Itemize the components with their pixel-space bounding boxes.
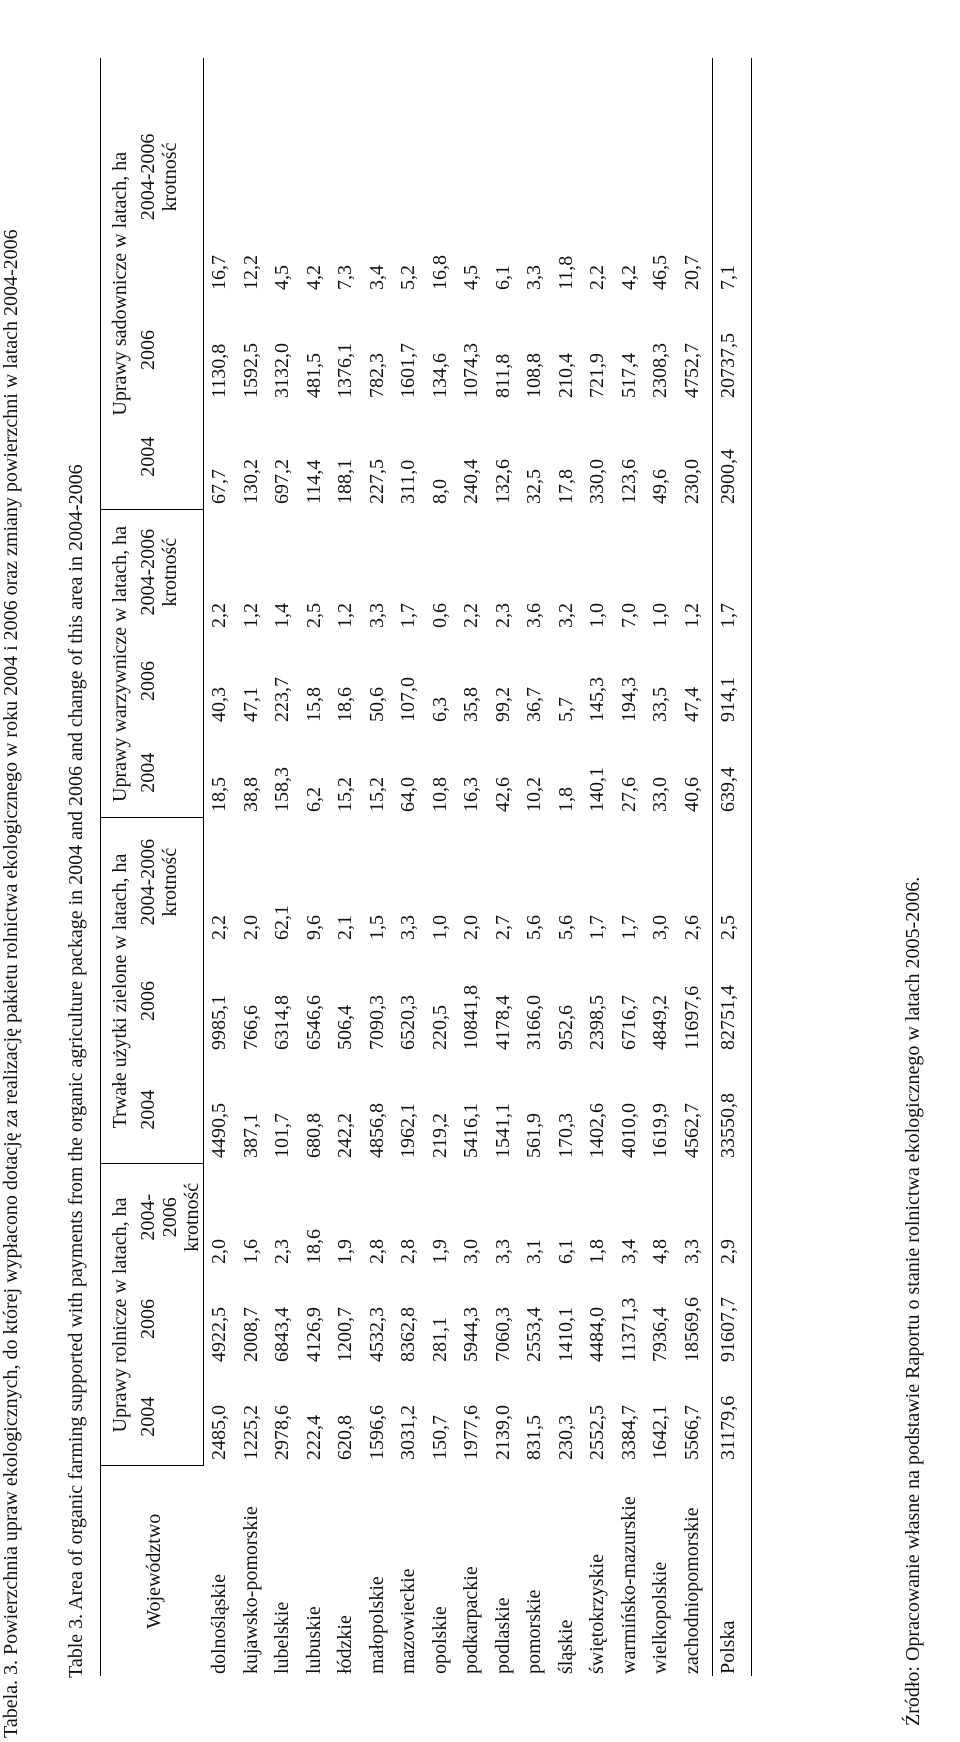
table-cell: 32,5	[523, 468, 545, 504]
table-cell: 17,8	[554, 468, 577, 504]
table-cell: 3132,0	[271, 342, 293, 398]
table-cell: 1,2	[239, 602, 262, 628]
table-cell: 620,8	[334, 1415, 356, 1460]
table-cell: 2,2	[586, 264, 608, 290]
table-cell: 6,3	[428, 696, 451, 722]
table-cell: 4,2	[302, 264, 325, 290]
table-cell: 42,6	[491, 776, 514, 812]
table-cell: 1,7	[713, 510, 752, 634]
table-cell: 6843,4	[271, 1307, 293, 1362]
table-cell: 15,2	[365, 776, 388, 812]
table-cell: 914,1	[713, 634, 752, 728]
table-cell: 194,3	[617, 676, 640, 722]
table-cell: 5,7	[554, 696, 577, 722]
table-cell: 49,6	[649, 468, 671, 504]
table-cell: 170,3	[554, 1112, 577, 1158]
table-cell: 1130,8	[208, 343, 230, 398]
table-cell: 2398,5	[586, 994, 608, 1050]
subheader-change-ratio: 2004-2006 krotność	[131, 818, 204, 946]
table-cell: 2,2	[208, 914, 230, 940]
table-cell: 4562,7	[680, 1102, 703, 1158]
region-name: Polska	[713, 1466, 752, 1676]
table-cell: 387,1	[239, 1112, 262, 1158]
table-cell: 47,4	[680, 686, 703, 722]
table-cell: 2,2	[208, 602, 230, 628]
region-name: zachodniopomorskie	[680, 1507, 703, 1674]
subheader-year-2006: 2006	[131, 946, 204, 1056]
table-cell: 1402,6	[586, 1102, 608, 1158]
table-cell: 811,8	[491, 353, 514, 398]
region-name: świętokrzyskie	[586, 1554, 608, 1674]
header-uprawy-warzywnicze: Uprawy warzywnicze w latach, ha	[101, 510, 132, 818]
table-cell: 6314,8	[271, 994, 293, 1050]
table-cell: 2978,6	[271, 1405, 293, 1460]
subheader-year-2004: 2004	[131, 728, 204, 818]
table-row	[586, 58, 618, 1676]
table-cell: 0,6	[428, 602, 451, 628]
table-cell: 242,2	[334, 1112, 356, 1158]
table-cell: 1,0	[586, 602, 608, 628]
table-cell: 3,3	[680, 1239, 703, 1264]
table-row	[681, 58, 713, 1676]
region-name: podlaskie	[491, 1597, 514, 1674]
table-cell: 188,1	[334, 458, 356, 504]
table-cell: 1642,1	[649, 1405, 671, 1460]
table-row	[240, 58, 272, 1676]
table-cell: 9985,1	[208, 994, 230, 1050]
table-cell: 5,6	[554, 914, 577, 940]
table-cell: 1074,3	[460, 342, 482, 398]
table-cell: 4,5	[271, 264, 293, 290]
table-cell: 50,6	[365, 686, 388, 722]
table-cell: 33550,8	[713, 1056, 752, 1164]
table-row	[303, 58, 335, 1676]
subheader-year-2006: 2006	[131, 296, 204, 404]
table-cell: 3,2	[554, 602, 577, 628]
table-caption-english: Table 3. Area of organic farming supported with payments from the organic agriculture package in 2004 and 2006 and change of this area in 2004-2006	[65, 464, 87, 1678]
table-cell: 1,4	[271, 602, 293, 628]
region-name: mazowieckie	[397, 1568, 419, 1674]
table-row	[334, 58, 366, 1676]
table-cell: 330,0	[586, 458, 608, 504]
region-name: lubuskie	[302, 1606, 325, 1674]
table-cell: 8362,8	[397, 1307, 419, 1362]
table-cell: 7,1	[713, 58, 752, 296]
subheader-change-ratio: 2004- 2006 krotność	[131, 1164, 204, 1270]
table-cell: 2,1	[334, 914, 356, 940]
table-cell: 33,0	[649, 776, 671, 812]
table-cell: 766,6	[239, 1004, 262, 1050]
table-caption-polish: Tabela. 3. Powierzchnia upraw ekologicznych, do której wypłacono dotację za realizację pakietu rolnictwa ekologicznego w roku 2004 i 2006 oraz zmiany powierzchni w latach 2004-2006	[0, 229, 22, 1738]
table-cell: 108,8	[523, 352, 545, 398]
table-cell: 2552,5	[586, 1405, 608, 1460]
table-cell: 10,2	[523, 776, 545, 812]
table-cell: 3,1	[523, 1239, 545, 1264]
table-cell: 31179,6	[713, 1368, 752, 1466]
table-cell: 3,3	[523, 264, 545, 290]
subheader-year-2004: 2004	[131, 1056, 204, 1164]
table-cell: 1,2	[680, 602, 703, 628]
table-cell: 782,3	[365, 352, 388, 398]
table-cell: 481,5	[302, 352, 325, 398]
table-cell: 721,9	[586, 352, 608, 398]
table-cell: 5944,3	[460, 1307, 482, 1362]
subheader-year-2006: 2006	[131, 1270, 204, 1368]
total-row	[713, 58, 752, 1676]
table-cell: 12,2	[239, 254, 262, 290]
region-name: małopolskie	[365, 1576, 388, 1674]
subheader-change-ratio: 2004-2006 krotność	[131, 58, 204, 296]
table-cell: 3,0	[460, 1239, 482, 1264]
table-cell: 35,8	[460, 686, 482, 722]
table-cell: 107,0	[397, 676, 419, 722]
table-cell: 2,9	[713, 1164, 752, 1270]
table-cell: 2553,4	[523, 1307, 545, 1362]
table-cell: 1200,7	[334, 1307, 356, 1362]
table-cell: 36,7	[523, 686, 545, 722]
table-cell: 114,4	[302, 459, 325, 504]
region-name: łódzkie	[334, 1615, 356, 1674]
table-cell: 9,6	[302, 914, 325, 940]
table-cell: 18,6	[302, 1229, 325, 1264]
table-cell: 7,3	[334, 264, 356, 290]
table-cell: 2,0	[460, 914, 482, 940]
table-cell: 2008,7	[239, 1307, 262, 1362]
table-cell: 5,6	[523, 914, 545, 940]
table-cell: 4490,5	[208, 1102, 230, 1158]
table-cell: 4010,0	[617, 1102, 640, 1158]
table-row	[492, 58, 524, 1676]
table-cell: 2,7	[491, 914, 514, 940]
table-cell: 4,5	[460, 264, 482, 290]
table-cell: 3,4	[617, 1239, 640, 1264]
table-cell: 1,0	[649, 602, 671, 628]
table-cell: 1,9	[428, 1239, 451, 1264]
table-row	[204, 58, 240, 1676]
table-cell: 11,8	[554, 255, 577, 290]
table-cell: 6,1	[491, 264, 514, 290]
table-cell: 222,4	[302, 1415, 325, 1460]
table-cell: 1592,5	[239, 342, 262, 398]
table-cell: 2,3	[271, 1239, 293, 1264]
table-cell: 140,1	[586, 766, 608, 812]
table-cell: 91607,7	[713, 1270, 752, 1368]
table-cell: 3384,7	[617, 1405, 640, 1460]
table-cell: 223,7	[271, 676, 293, 722]
table-cell: 3,3	[365, 602, 388, 628]
table-cell: 5416,1	[460, 1102, 482, 1158]
table-cell: 506,4	[334, 1004, 356, 1050]
table-cell: 150,7	[428, 1415, 451, 1460]
table-cell: 40,3	[208, 686, 230, 722]
table-cell: 16,3	[460, 776, 482, 812]
region-name: wielkopolskie	[649, 1561, 671, 1674]
table-cell: 33,5	[649, 686, 671, 722]
table-cell: 20,7	[680, 254, 703, 290]
table-cell: 8,0	[428, 478, 451, 504]
table-cell: 1376,1	[334, 342, 356, 398]
table-cell: 230,3	[554, 1415, 577, 1460]
table-cell: 62,1	[271, 904, 293, 940]
table-cell: 18569,6	[680, 1297, 703, 1362]
region-name: opolskie	[428, 1606, 451, 1674]
table-cell: 11371,3	[617, 1297, 640, 1362]
region-name: pomorskie	[523, 1589, 545, 1674]
table-cell: 27,6	[617, 776, 640, 812]
table-cell: 561,9	[523, 1112, 545, 1158]
table-cell: 6716,7	[617, 994, 640, 1050]
table-cell: 4,2	[617, 264, 640, 290]
table-cell: 10841,8	[460, 984, 482, 1050]
table-cell: 132,6	[491, 458, 514, 504]
table-cell: 20737,5	[713, 296, 752, 404]
table-cell: 3,4	[365, 264, 388, 290]
table-cell: 46,5	[649, 254, 671, 290]
table-cell: 7090,3	[365, 994, 388, 1050]
table-cell: 16,7	[208, 254, 230, 290]
table-cell: 2,0	[239, 914, 262, 940]
table-cell: 40,6	[680, 776, 703, 812]
table-cell: 281,1	[428, 1317, 451, 1362]
table-cell: 639,4	[713, 728, 752, 818]
table-cell: 2308,3	[649, 342, 671, 398]
header-trwale-uzytki-zielone: Trwałe użytki zielone w latach, ha	[101, 818, 132, 1164]
table-cell: 4532,3	[365, 1307, 388, 1362]
table-cell: 6,2	[302, 786, 325, 812]
table-cell: 311,0	[397, 459, 419, 504]
table-cell: 64,0	[397, 776, 419, 812]
table-cell: 210,4	[554, 352, 577, 398]
table-row	[429, 58, 461, 1676]
table-cell: 3,6	[523, 602, 545, 628]
table-cell: 16,8	[428, 254, 451, 290]
header-wojewodztwo: Województwo	[101, 1466, 204, 1676]
table-cell: 2485,0	[208, 1405, 230, 1460]
table-cell: 134,6	[428, 352, 451, 398]
table-cell: 10,8	[428, 776, 451, 812]
table-cell: 3,3	[397, 914, 419, 940]
table-cell: 15,2	[334, 776, 356, 812]
subheader-change-ratio: 2004-2006 krotność	[131, 510, 204, 634]
table-cell: 7936,4	[649, 1307, 671, 1362]
table-cell: 6546,6	[302, 994, 325, 1050]
table-cell: 4178,4	[491, 994, 514, 1050]
table-cell: 130,2	[239, 458, 262, 504]
table-cell: 2,8	[397, 1239, 419, 1264]
table-row	[649, 58, 681, 1676]
table-cell: 1410,1	[554, 1307, 577, 1362]
subheader-year-2004: 2004	[131, 1368, 204, 1466]
header-uprawy-rolnicze: Uprawy rolnicze w latach, ha	[101, 1164, 132, 1466]
table-cell: 5566,7	[680, 1405, 703, 1460]
table-cell: 517,4	[617, 352, 640, 398]
header-uprawy-sadownicze: Uprawy sadownicze w latach, ha	[101, 58, 132, 510]
table-cell: 18,6	[334, 686, 356, 722]
subheader-year-2004: 2004	[131, 404, 204, 510]
organic-farming-table	[100, 58, 752, 1676]
table-cell: 1,2	[334, 602, 356, 628]
table-cell: 2,8	[365, 1239, 388, 1264]
table-cell: 1619,9	[649, 1102, 671, 1158]
table-cell: 18,5	[208, 776, 230, 812]
table-cell: 4752,7	[680, 342, 703, 398]
table-cell: 11697,6	[680, 985, 703, 1050]
table-row	[271, 58, 303, 1676]
table-row	[366, 58, 398, 1676]
table-cell: 2,5	[713, 818, 752, 946]
table-cell: 82751,4	[713, 946, 752, 1056]
table-cell: 7060,3	[491, 1307, 514, 1362]
table-cell: 2,6	[680, 914, 703, 940]
table-cell: 6520,3	[397, 994, 419, 1050]
region-name: śląskie	[554, 1619, 577, 1674]
table-cell: 1,8	[586, 1239, 608, 1264]
table-cell: 4484,0	[586, 1307, 608, 1362]
table-cell: 219,2	[428, 1112, 451, 1158]
table-cell: 145,3	[586, 676, 608, 722]
table-cell: 1962,1	[397, 1102, 419, 1158]
subheader-year-2006: 2006	[131, 634, 204, 728]
table-cell: 831,5	[523, 1415, 545, 1460]
table-row	[460, 58, 492, 1676]
table-cell: 1,7	[586, 914, 608, 940]
table-cell: 47,1	[239, 686, 262, 722]
table-cell: 158,3	[271, 766, 293, 812]
table-cell: 2,3	[491, 602, 514, 628]
region-name: lubelskie	[271, 1601, 293, 1674]
table-cell: 220,5	[428, 1004, 451, 1050]
table-cell: 2139,0	[491, 1405, 514, 1460]
region-name: podkarpackie	[460, 1566, 482, 1674]
table-cell: 1596,6	[365, 1405, 388, 1460]
table-cell: 1601,7	[397, 342, 419, 398]
table-cell: 3031,2	[397, 1405, 419, 1460]
table-cell: 38,8	[239, 776, 262, 812]
table-cell: 1541,1	[491, 1102, 514, 1158]
table-cell: 2,2	[460, 602, 482, 628]
table-cell: 680,8	[302, 1112, 325, 1158]
table-cell: 1,6	[239, 1239, 262, 1264]
table-cell: 1225,2	[239, 1405, 262, 1460]
table-cell: 5,2	[397, 264, 419, 290]
table-cell: 952,6	[554, 1004, 577, 1050]
table-cell: 3,0	[649, 914, 671, 940]
table-cell: 99,2	[491, 686, 514, 722]
table-cell: 1,0	[428, 914, 451, 940]
table-row	[397, 58, 429, 1676]
table-row	[555, 58, 587, 1676]
table-cell: 1,8	[554, 786, 577, 812]
table-cell: 1,9	[334, 1239, 356, 1264]
table-cell: 697,2	[271, 458, 293, 504]
table-row	[523, 58, 555, 1676]
table-cell: 4856,8	[365, 1102, 388, 1158]
table-cell: 4,8	[649, 1239, 671, 1264]
table-cell: 6,1	[554, 1239, 577, 1264]
table-cell: 1977,6	[460, 1405, 482, 1460]
table-cell: 240,4	[460, 458, 482, 504]
table-cell: 227,5	[365, 458, 388, 504]
table-cell: 101,7	[271, 1112, 293, 1158]
table-cell: 1,7	[397, 602, 419, 628]
table-cell: 2900,4	[713, 404, 752, 510]
table-cell: 2,5	[302, 602, 325, 628]
table-cell: 2,0	[208, 1239, 230, 1264]
table-cell: 15,8	[302, 686, 325, 722]
table-cell: 123,6	[617, 458, 640, 504]
table-cell: 3166,0	[523, 994, 545, 1050]
table-cell: 4126,9	[302, 1307, 325, 1362]
region-name: kujawsko-pomorskie	[239, 1506, 262, 1674]
table-cell: 230,0	[680, 458, 703, 504]
table-cell: 3,3	[491, 1239, 514, 1264]
table-cell: 4849,2	[649, 994, 671, 1050]
table-cell: 7,0	[617, 602, 640, 628]
table-row	[618, 58, 650, 1676]
table-cell: 67,7	[208, 468, 230, 504]
region-name: dolnośląskie	[207, 1574, 230, 1674]
source-note: Źródło: Opracowanie własne na podstawie Raportu o stanie rolnictwa ekologicznego w latach 2005-2006.	[902, 876, 924, 1726]
region-name: warmińsko-mazurskie	[617, 1496, 640, 1674]
table-cell: 1,5	[365, 914, 388, 940]
table-cell: 4922,5	[208, 1307, 230, 1362]
table-cell: 1,7	[617, 914, 640, 940]
